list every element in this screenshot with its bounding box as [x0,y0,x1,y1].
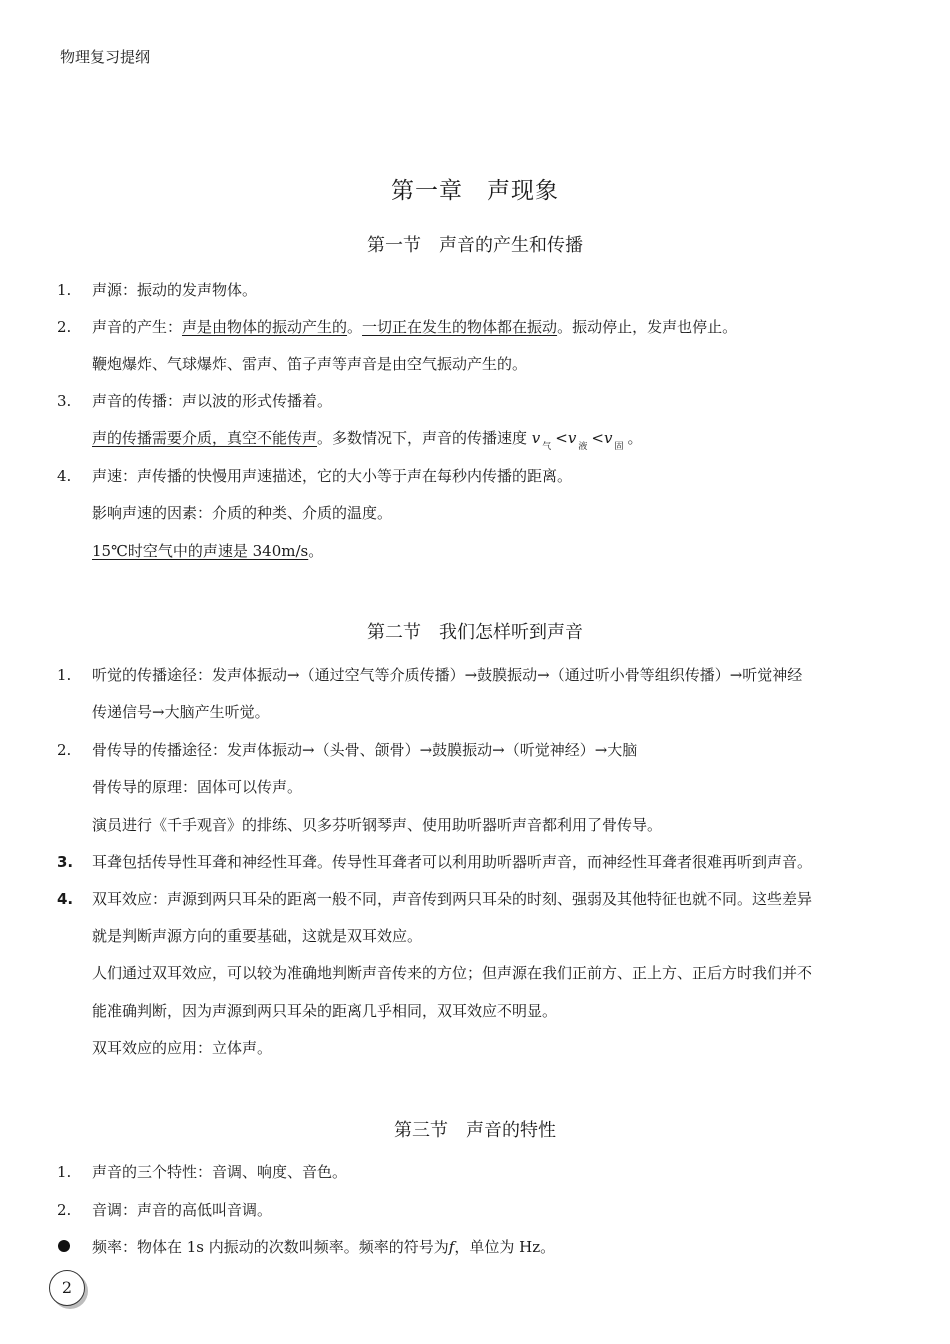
text-line: 能准确判断，因为声源到两只耳朵的距离几乎相同，双耳效应不明显。 [92,1002,558,1020]
text-line: 频率：物体在 1s 内振动的次数叫频率。频率的符号为f，单位为 Hz。 [92,1238,556,1256]
text-line: 声源：振动的发声物体。 [92,281,258,299]
underlined-text: 一切正在发生的物体都在振动 [362,318,558,336]
underlined-text: 声的传播需要介质，真空不能传声 [92,429,318,447]
text-line: 就是判断声源方向的重要基础，这就是双耳效应。 [92,927,423,945]
item-number: 1. [57,281,72,299]
text-line: 声速：声传播的快慢用声速描述，它的大小等于声在每秒内传播的距离。 [92,467,573,485]
text-line: 影响声速的因素：介质的种类、介质的温度。 [92,504,393,522]
item-number: 4. [57,890,74,908]
text-line: 鞭炮爆炸、气球爆炸、雷声、笛子声等声音是由空气振动产生的。 [92,355,528,373]
item-number: 1. [57,666,72,684]
text-line: 声音的三个特性：音调、响度、音色。 [92,1163,348,1181]
item-number: 1. [57,1163,72,1181]
text-line: 声音的传播：声以波的形式传播着。 [92,392,333,410]
underlined-text: 15℃时空气中的声速是 340m/s [92,542,309,560]
text-line: 声音的产生：声是由物体的振动产生的。一切正在发生的物体都在振动。振动停止，发声也停止。 [92,318,738,336]
item-number: 2. [57,741,72,759]
item-number: 2. [57,1201,72,1219]
text-line: 演员进行《千手观音》的排练、贝多芬听钢琴声、使用助听器听声音都利用了骨传导。 [92,816,663,834]
item-number: 3. [57,853,74,871]
text-line: 15℃时空气中的声速是 340m/s。 [92,542,324,560]
text-line: 听觉的传播途径：发声体振动→（通过空气等介质传播）→鼓膜振动→（通过听小骨等组织传播）→听觉神经 [92,666,803,684]
section-title-3: 第三节 声音的特性 [394,1120,556,1141]
text-line: 人们通过双耳效应，可以较为准确地判断声音传来的方位；但声源在我们正前方、正上方、正后方时我们并不 [92,964,813,982]
text-line: 音调：声音的高低叫音调。 [92,1201,273,1219]
page-header: 物理复习提纲 [60,48,151,66]
underlined-text: 声是由物体的振动产生的 [182,318,348,336]
text-line: 双耳效应的应用：立体声。 [92,1039,273,1057]
text-line: 耳聋包括传导性耳聋和神经性耳聋。传导性耳聋者可以利用助听器听声音，而神经性耳聋者很难再听到声音。 [92,853,813,871]
item-number: 2. [57,318,72,336]
item-number: 3. [57,392,72,410]
speed-formula-line: 声的传播需要介质，真空不能传声。多数情况下，声音的传播速度 v $_气$ <v $_液$ <v $_固$ 。 [92,429,643,452]
text-line: 骨传导的原理：固体可以传声。 [92,778,303,796]
bullet-dot-icon [58,1240,70,1252]
section-title-1: 第一节 声音的产生和传播 [367,235,583,256]
chapter-title: 第一章 声现象 [391,178,559,204]
page-number: 2 [49,1270,85,1306]
section-title-2: 第二节 我们怎样听到声音 [367,622,583,643]
item-number: 4. [57,467,72,485]
text-line: 双耳效应：声源到两只耳朵的距离一般不同，声音传到两只耳朵的时刻、强弱及其他特征也就不同。这些差异 [92,890,813,908]
text-line: 骨传导的传播途径：发声体振动→（头骨、颌骨）→鼓膜振动→（听觉神经）→大脑 [92,741,638,759]
text-line: 传递信号→大脑产生听觉。 [92,703,270,721]
